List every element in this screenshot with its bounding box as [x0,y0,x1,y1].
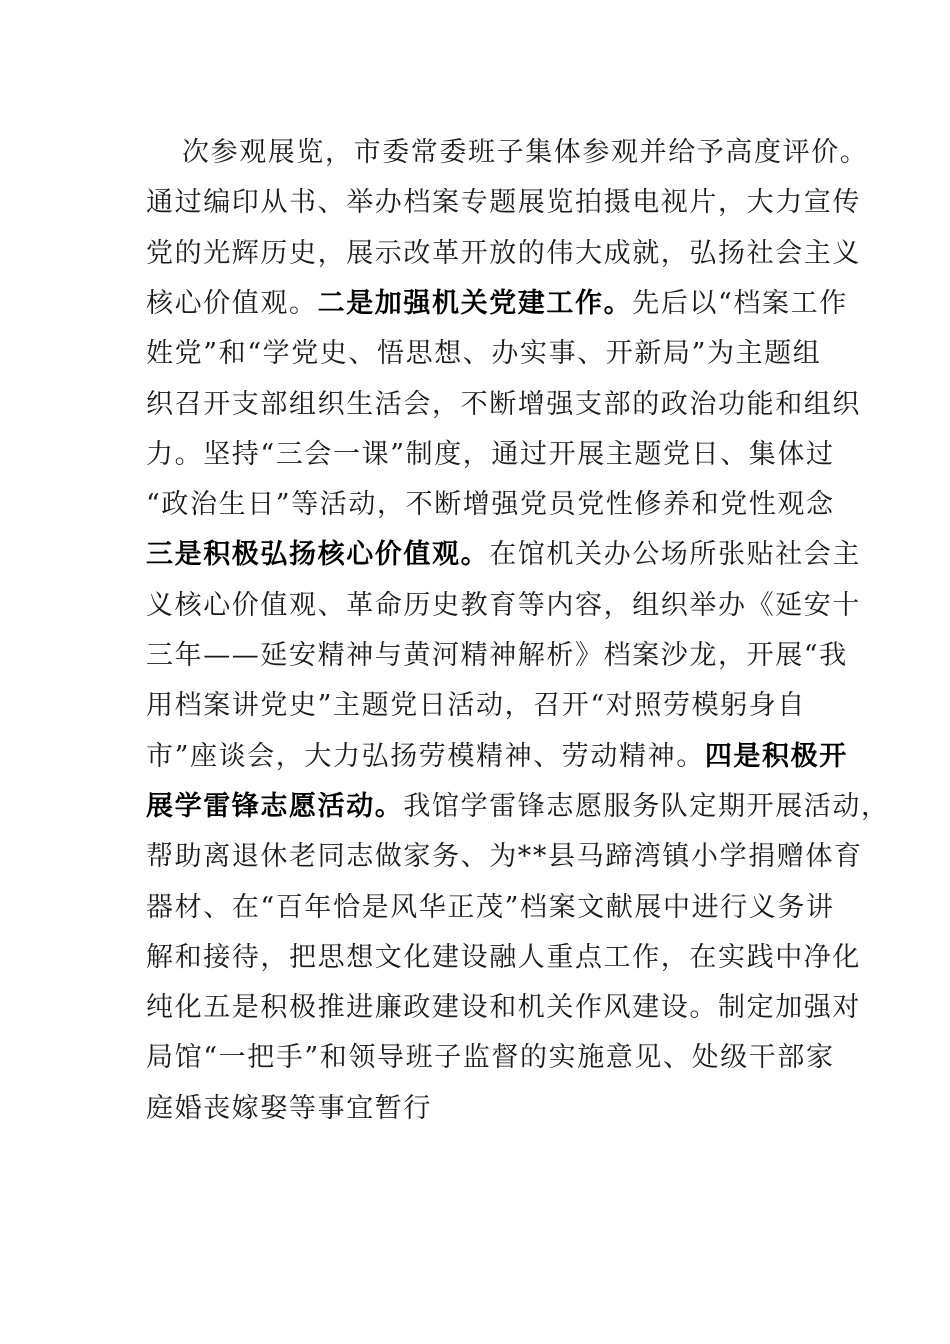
body-text: 核心价值观。 [146,288,318,319]
body-text: 帮助离退休老同志做家务、为**县马蹄湾镇小学捐赠体育 [146,841,863,872]
body-text: 在馆机关办公场所张贴社会主 [489,539,862,570]
text-line [146,1091,432,1127]
text-line [146,890,835,926]
body-text: 力。坚持“三会一课”制度，通过开展主题党日、集体过 [146,439,835,470]
body-text: 党的光辉历史，展示改革开放的伟大成就，弘扬社会主义 [146,238,861,269]
text-line [146,336,821,372]
text-line [146,789,890,825]
body-text: 器材、在“百年恰是风华正茂”档案文献展中进行义务讲 [146,892,835,923]
bold-heading-text: 展学雷锋志愿活动。 [146,791,404,822]
text-line [146,537,861,573]
bold-heading-text: 四是积极开 [704,741,848,772]
body-text: 解和接待，把思想文化建设融人重点工作，在实践中净化 [146,942,861,973]
body-text: 纯化五是积极推进廉政建设和机关作风建设。制定加强对 [146,992,861,1023]
text-line [146,839,863,875]
body-text: 用档案讲党史”主题党日活动，召开“对照劳模躬身自 [146,690,807,721]
body-text: 义核心价值观、革命历史教育等内容，组织举办《延安十 [146,590,861,621]
text-line [146,688,806,724]
text-line [146,990,861,1026]
body-text: “政治生日”等活动，不断增强党员党性修养和党性观念 [146,489,835,520]
body-text: 织召开支部组织生活会，不断增强支部的政治功能和组织 [146,389,861,420]
text-line [146,588,861,624]
text-line [146,1040,835,1076]
text-line [146,185,861,221]
body-text: 庭婚丧嫁娶等事宜暂行 [146,1093,432,1124]
bold-heading-text: 三是积极弘扬核心价值观。 [146,539,490,570]
text-line [146,487,835,523]
body-text: 局馆“一把手”和领导班子监督的实施意见、处级干部家 [146,1042,835,1073]
text-line [146,437,835,473]
text-line [146,286,848,322]
text-line [146,739,848,775]
body-text: 姓党”和“学党史、悟思想、办实事、开新局”为主题组 [146,338,822,369]
body-text: 市”座谈会，大力弘扬劳模精神、劳动精神。 [146,741,705,772]
body-text: 次参观展览，市委常委班子集体参观并给予高度评价。 [182,137,869,168]
bold-heading-text: 二是加强机关党建工作。 [317,288,633,319]
body-text: 我馆学雷锋志愿服务队定期开展活动， [403,791,890,822]
text-line [146,236,861,272]
text-line [146,638,848,674]
body-text: 通过编印从书、举办档案专题展览拍摄电视片，大力宣传 [146,187,861,218]
body-text: 三年——延安精神与黄河精神解析》档案沙龙，开展“我 [146,640,848,671]
text-line [182,135,868,171]
body-text: 先后以“档案工作 [632,288,848,319]
text-line [146,940,861,976]
text-line [146,387,861,423]
